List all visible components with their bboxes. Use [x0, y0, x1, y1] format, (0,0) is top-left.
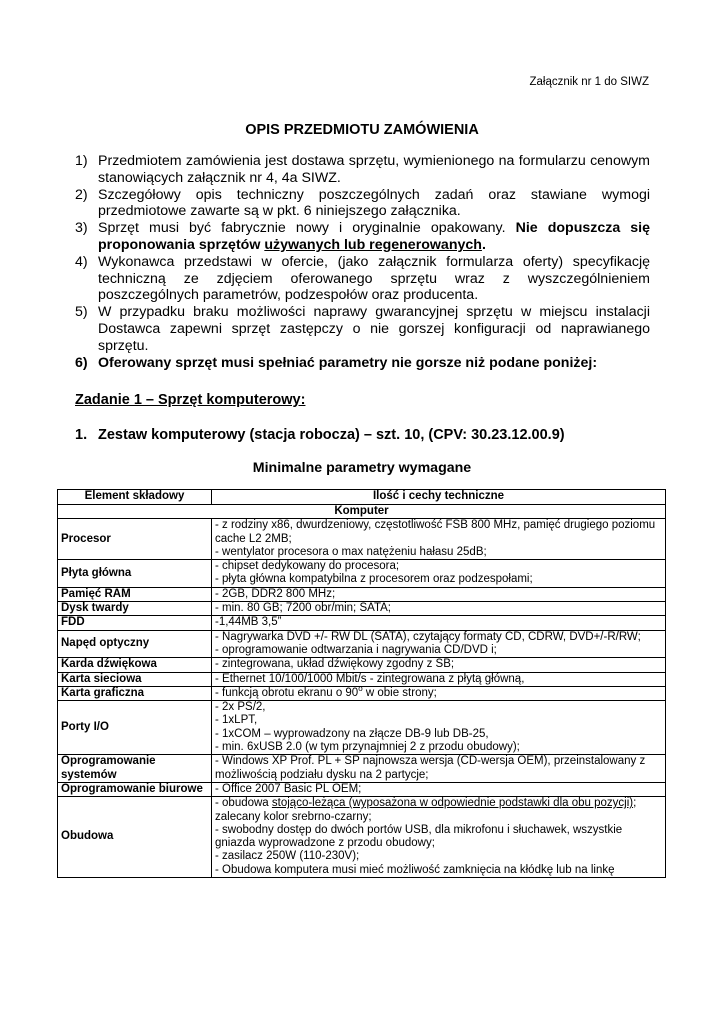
task-heading: Zadanie 1 – Sprzęt komputerowy: [75, 392, 306, 408]
list-item [75, 304, 650, 354]
column-header-features: Ilość i cechy techniczne [212, 490, 666, 505]
row-value-line: - chipset dedykowany do procesora; [215, 560, 400, 573]
rotation-text-end: w obie strony; [362, 686, 437, 699]
row-value-line: - Nagrywarka DVD +/- RW DL (SATA), czytający formaty CD, CDRW, DVD+/-R/RW; [215, 630, 641, 643]
table-row [58, 755, 666, 783]
row-value-line: -1,44MB 3,5” [215, 616, 282, 629]
row-value [212, 560, 666, 588]
list-item-emphasis-underlined: używanych lub regenerowanych [264, 236, 482, 253]
table-row [58, 686, 666, 700]
row-label: Obudowa [58, 797, 212, 878]
row-value [212, 701, 666, 755]
list-item-number: 1) [75, 153, 88, 169]
set-heading [75, 427, 565, 443]
table-header-row [58, 490, 666, 505]
table-row [58, 560, 666, 588]
case-prefix: - obudowa [215, 797, 272, 810]
min-params-heading: Minimalne parametry wymagane [252, 460, 472, 476]
row-value-line: - z rodziny x86, dwurdzeniowy, częstotliwość FSB 800 MHz, pamięć drugiego poziomu cache L2 2MB; [215, 519, 656, 545]
row-value [212, 602, 666, 616]
list-item-text: Szczegółowy opis techniczny poszczególnych zadań oraz stawiane wymogi przedmiotowe zawarte są w pkt. 6 niniejszego załącznika. [98, 186, 650, 220]
list-item [75, 254, 650, 304]
list-item-emphasis-end: . [481, 236, 486, 253]
table-row [58, 701, 666, 755]
row-value-line: - wentylator procesora o max natężeniu hałasu 25dB; [215, 545, 487, 558]
column-header-element: Element składowy [58, 490, 212, 505]
row-label: Napęd optyczny [58, 630, 212, 658]
spec-table [57, 489, 666, 878]
row-value [212, 519, 666, 560]
row-value [212, 616, 666, 630]
row-value [212, 686, 666, 700]
row-value [212, 797, 666, 878]
row-label: Karta sieciowa [58, 672, 212, 686]
row-value-line: - płyta główna kompatybilna z procesorem oraz podzespołami; [215, 573, 533, 586]
list-item [75, 220, 650, 254]
row-value [212, 630, 666, 658]
list-item-text: Przedmiotem zamówienia jest dostawa sprzętu, wymienionego na formularzu cenowym stanowiących załącznik nr 4, 4a SIWZ. [98, 153, 650, 186]
row-value-line: - Ethernet 10/100/1000 Mbit/s - zintegrowana z płytą główną, [215, 672, 525, 685]
list-item-number: 3) [75, 220, 88, 237]
row-label: Karda dźwiękowa [58, 658, 212, 672]
row-label: FDD [58, 616, 212, 630]
list-item-text: Wykonawca przedstawi w ofercie, (jako załącznik formularza oferty) specyfikację techniczną ze zdjęciem oferowanego sprzętu wraz z wyszczególnieniem poszczególnych parametrów, podzespołów oraz producenta. [98, 253, 650, 304]
row-value [212, 755, 666, 783]
case-suffix: ; zalecany kolor srebrno-czarny; [215, 797, 637, 823]
row-value-line: - min. 80 GB; 7200 obr/min; SATA; [215, 602, 391, 615]
row-value-line: - Windows XP Prof. PL + SP najnowsza wersja (CD-wersja OEM), przeinstalowany z możliwością podziału dysku na 2 partycje; [215, 755, 646, 781]
row-label: Pamięć RAM [58, 587, 212, 601]
row-value [212, 782, 666, 796]
row-label: Karta graficzna [58, 686, 212, 700]
row-label: Dysk twardy [58, 602, 212, 616]
row-value-line: - Office 2007 Basic PL OEM; [215, 782, 362, 795]
list-item-emphasis: Nie dopuszcza się proponowania sprzętów [98, 220, 650, 253]
row-label: Oprogramowanie systemów [58, 755, 212, 783]
requirements-list [75, 153, 650, 371]
row-value-line: - Obudowa komputera musi mieć możliwość zamknięcia na kłódkę lub na linkę [215, 863, 615, 876]
set-number: 1. [75, 427, 88, 443]
row-value-line: - swobodny dostęp do dwóch portów USB, dla mikrofonu i słuchawek, wszystkie gniazda wyprowadzone z przodu obudowy; [215, 823, 623, 850]
row-value [212, 587, 666, 601]
list-item [75, 153, 650, 187]
set-title: Zestaw komputerowy (stacja robocza) – szt. 10, (CPV: 30.23.12.00.9) [98, 427, 565, 443]
table-row [58, 658, 666, 672]
row-value [212, 672, 666, 686]
table-row [58, 587, 666, 601]
case-underlined: stojąco-leżąca (wyposażona w odpowiednie podstawki dla obu pozycji) [271, 797, 634, 810]
row-value [212, 658, 666, 672]
table-row [58, 797, 666, 878]
list-item [75, 355, 650, 372]
row-value-line: - zasilacz 250W (110-230V); [215, 850, 360, 863]
row-label: Porty I/O [58, 701, 212, 755]
row-value-line [215, 797, 662, 824]
row-label: Oprogramowanie biurowe [58, 782, 212, 796]
table-row [58, 602, 666, 616]
row-value-line: - 1xCOM – wyprowadzony na złącze DB-9 lub DB-25, [215, 727, 489, 740]
table-row [58, 630, 666, 658]
row-value-line: - 2x PS/2, [215, 701, 266, 714]
list-item-number: 2) [75, 186, 88, 203]
row-label: Płyta główna [58, 560, 212, 588]
row-value-line: - min. 6xUSB 2.0 (w tym przynajmniej 2 z przodu obudowy); [215, 741, 520, 754]
table-row [58, 782, 666, 796]
row-value-line: - zintegrowana, układ dźwiękowy zgodny z SB; [215, 658, 455, 671]
table-row [58, 519, 666, 560]
section-label: Komputer [58, 505, 666, 519]
list-item [75, 187, 650, 221]
list-item-number: 5) [75, 304, 88, 321]
attachment-label: Załącznik nr 1 do SIWZ [529, 76, 649, 88]
list-item-number: 6) [75, 354, 88, 371]
row-label: Procesor [58, 519, 212, 560]
table-row [58, 616, 666, 630]
document-title: OPIS PRZEDMIOTU ZAMÓWIENIA [245, 122, 479, 138]
row-value-line: - oprogramowanie odtwarzania i nagrywania CD/DVD i; [215, 643, 497, 656]
degree-sign: o [358, 684, 363, 694]
row-value-line: - 1xLPT, [215, 714, 258, 727]
list-item-text: Sprzęt musi być fabrycznie nowy i oryginalnie opakowany. [98, 220, 516, 237]
rotation-text: - funkcją obrotu ekranu o 90 [215, 686, 359, 699]
list-item-number: 4) [75, 253, 88, 270]
list-item-text: Oferowany sprzęt musi spełniać parametry nie gorsze niż podane poniżej: [98, 354, 598, 371]
row-value-line [215, 684, 662, 700]
list-item-text: W przypadku braku możliwości naprawy gwarancyjnej sprzętu w miejscu instalacji Dostawca zapewni sprzęt zastępczy o nie gorszej konfiguracji od naprawianego sprzętu. [98, 304, 650, 354]
table-section-row [58, 505, 666, 519]
row-value-line: - 2GB, DDR2 800 MHz; [215, 587, 336, 600]
